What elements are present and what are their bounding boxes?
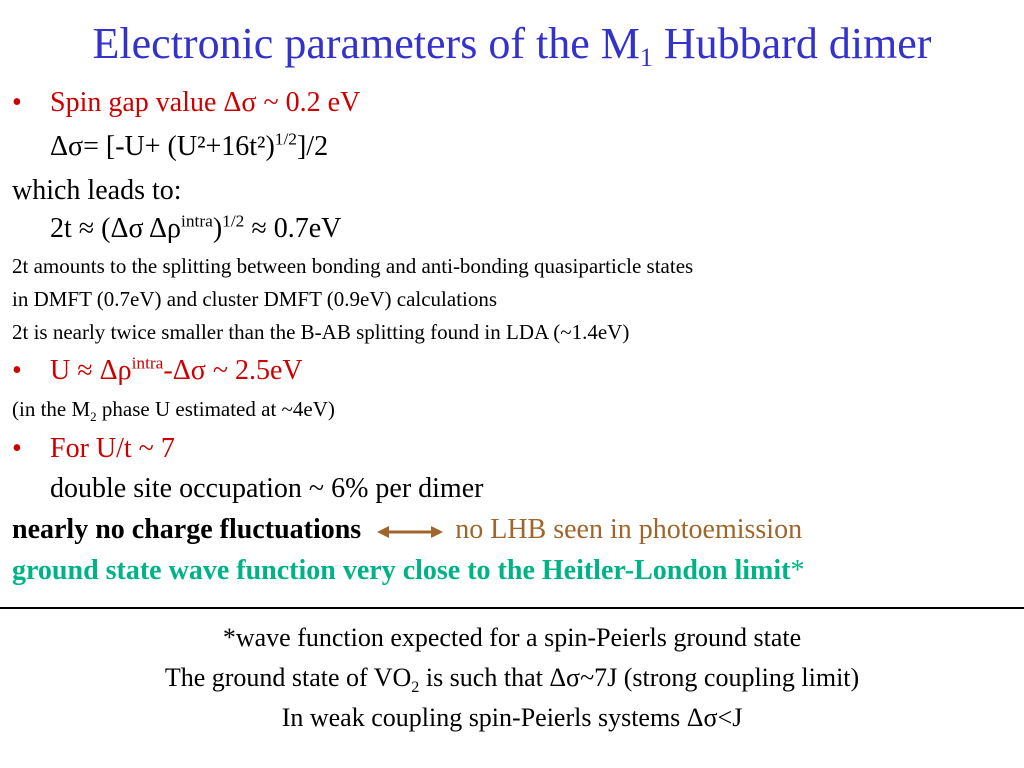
footnote-text: The ground state of VO (164, 663, 412, 692)
u-superscript: intra (131, 353, 164, 373)
formula-exponent: 1/2 (222, 211, 245, 231)
footnote-line-2 (0, 662, 1024, 697)
footnote-star: * (790, 555, 805, 586)
formula-part: ≈ 0.7eV (244, 213, 342, 244)
ground-state-line (12, 554, 804, 588)
note-lda: 2t is nearly twice smaller than the B-AB splitting found in LDA (~1.4eV) (12, 320, 630, 344)
bullet-icon: • (12, 87, 22, 118)
m2-text: (in the M (12, 397, 91, 421)
double-arrow-icon (377, 525, 443, 539)
bullet-spin-gap (12, 86, 360, 120)
m2-text-rest: phase U estimated at ~4eV) (96, 397, 335, 421)
title-text-rest: Hubbard dimer (652, 19, 932, 68)
formula-part: ]/2 (296, 131, 329, 162)
note-splitting: 2t amounts to the splitting between bonding and anti-bonding quasiparticle states (12, 254, 694, 278)
hopping-formula (12, 212, 341, 246)
formula-exponent: 1/2 (274, 129, 297, 149)
divider (0, 607, 1024, 609)
formula-superscript: intra (181, 211, 213, 231)
spin-gap-formula (12, 130, 328, 164)
title-text: Electronic parameters of the M (92, 19, 640, 68)
bullet-icon: • (12, 433, 22, 464)
leads-to-text: which leads to: (12, 175, 182, 206)
double-occupation-text: double site occupation ~ 6% per dimer (50, 473, 484, 504)
charge-fluctuation-text: nearly no charge fluctuations (12, 514, 362, 545)
bullet-u-over-t (12, 432, 175, 466)
footnote-line-1: *wave function expected for a spin-Peierls ground state (222, 623, 802, 652)
footnote-text-rest: is such that Δσ~7J (strong coupling limit) (419, 663, 860, 692)
u-text: U ≈ Δρ (50, 355, 132, 386)
formula-part: 2t ≈ (Δσ Δρ (50, 213, 182, 244)
footnote-subscript: 2 (411, 679, 420, 697)
u-over-t-text: For U/t ~ 7 (50, 433, 175, 464)
bullet-u-estimate (12, 354, 303, 388)
bullet-icon: • (12, 355, 22, 386)
slide-title (0, 14, 1024, 74)
m2-subscript: 2 (90, 409, 97, 425)
title-subscript: 1 (639, 43, 653, 72)
footnote-line-3: In weak coupling spin-Peierls systems Δσ<J (281, 703, 743, 732)
ground-state-text: ground state wave function very close to the Heitler-London limit (12, 555, 791, 586)
note-dmft: in DMFT (0.7eV) and cluster DMFT (0.9eV) calculations (12, 287, 498, 311)
no-lhb-text: no LHB seen in photoemission (455, 514, 803, 545)
spin-gap-text: Spin gap value Δσ ~ 0.2 eV (50, 87, 361, 118)
note-m2-phase (12, 395, 335, 423)
formula-part: ) (212, 213, 223, 244)
formula-part: Δσ= [-U+ (U²+16t²) (50, 131, 275, 162)
charge-fluctuation-line (12, 513, 802, 547)
u-text-rest: -Δσ ~ 2.5eV (163, 355, 303, 386)
